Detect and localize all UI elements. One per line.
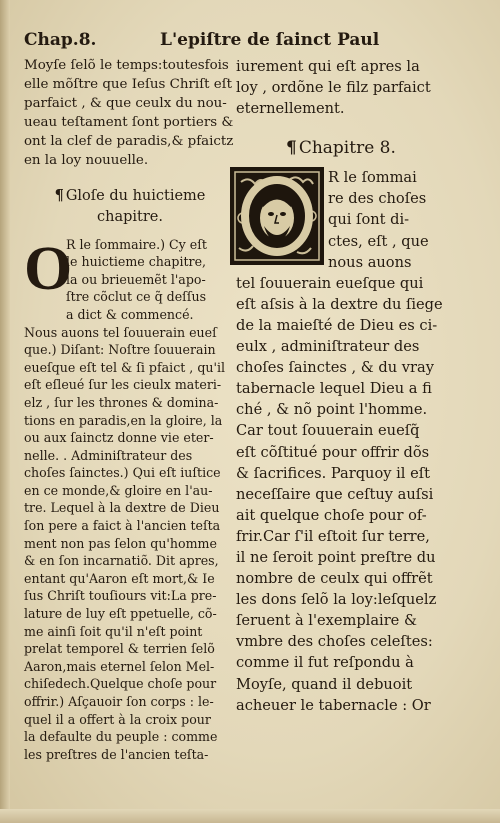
text-line: & ſacrifices. Parquoy il eſt [236,464,430,482]
text-line: eternellement. [236,100,345,118]
text-line: Nous auons tel ſouuerain eueſ [24,324,217,340]
text-line: ctes, eſt , que [328,232,429,250]
text-line: de la maieſté de Dieu es ci- [236,316,438,334]
text-line: Car tout ſouuerain eueſq̃ [236,422,420,440]
text-line: qui ſont di- [328,211,410,229]
text-line: choſes ſainctes.) Qui eſt iuſtice [24,465,221,481]
text-line: ueau teſtament ſont portiers & [24,115,234,131]
text-line: & en ſon incarnatiõ. Dit apres, [24,553,219,569]
woodcut-initial-icon [230,167,324,265]
glose-opening [24,236,236,324]
pilcrow-icon: ¶ [286,138,297,159]
glose-heading-line: chapitre. [97,208,163,225]
text-line: ont la clef de paradis,& pfaictz [24,134,234,150]
text-line: comme il fut reſpondu à [236,654,414,672]
text-line: entant qu'Aaron eſt mort,& Ie [24,570,215,586]
text-line: lature de luy eſt ppetuelle, cõ- [24,606,217,622]
text-line: les dons ſelõ la loy:leſquelz [236,591,437,609]
text-line: tre. Lequel à la dextre de Dieu [24,500,220,516]
text-line: tions en paradis,en la gloire, la [24,412,223,428]
text-line: les preſtres de l'ancien teſta- [24,746,209,762]
running-header [0,30,500,54]
pilcrow-icon: ¶ [54,186,64,204]
text-line: ſtre cõclut ce q̃ deſſus [66,289,207,305]
left-intro-paragraph [24,56,236,171]
text-line: vmbre des choſes celeſtes: [236,633,433,651]
chapter-heading [236,137,468,159]
text-line: ſeruent à l'exemplaire & [236,612,417,630]
chapter-marker: Chap.8. [24,30,97,50]
text-line: acheuer le tabernacle : Or [236,696,431,714]
text-line: loy , ordõne le filz parfaict [236,79,431,97]
right-column [236,56,468,716]
text-line: ou aux ſainctz donne vie eter- [24,430,214,446]
text-line: offrir.) Aſçauoir ſon corps : le- [24,694,214,709]
glose-body [24,324,236,764]
text-line: ait quelque choſe pour of- [236,506,427,524]
text-line: tabernacle lequel Dieu a fi [236,380,432,398]
text-line: parfaict , & que ceulx du nou- [24,96,227,112]
text-line: prelat temporel & terrien ſelõ [24,641,215,657]
text-line: eulx , adminiſtrateur des [236,338,420,356]
text-line: le huictieme chapitre, [66,254,207,270]
text-line: R le ſommaire.) Cy eſt [66,236,207,252]
text-line: eſt eſleué ſur les cieulx materi- [24,377,222,393]
text-line: il ne ſeroit point preſtre du [236,548,436,566]
glose-heading [24,185,236,228]
text-line: la defaulte du peuple : comme [24,729,218,745]
text-line: R le ſommai [328,169,417,187]
text-line: iurement qui eſt apres la [236,58,420,75]
text-line: quel il a offert à la croix pour [24,711,211,727]
text-line: re des choſes [328,190,427,208]
text-line: me ainſi ſoit qu'il n'eſt point [24,623,203,639]
glose-heading-line: Gloſe du huictieme [65,187,206,204]
text-line: frir.Car ſ'il eſtoit ſur terre, [236,527,430,545]
text-line: nous auons [328,253,412,271]
page-gutter-shadow [0,0,10,823]
running-title: L'epiſtre de ſainct Paul [160,30,380,50]
text-line: que.) Diſant: Noſtre ſouuerain [24,342,216,358]
text-line: tel ſouuerain eueſque qui [236,274,424,292]
right-intro-paragraph [236,56,468,119]
text-line: ment non pas ſelon qu'homme [24,535,217,551]
text-line: neceſſaire que ceſtuy auſsi [236,485,434,503]
left-column [24,56,236,763]
text-line: ſus Chriſt touſiours vit:La pre- [24,588,217,604]
text-line: Moyſe, quand il debuoit [236,675,413,693]
chapter-body [236,273,468,716]
text-line: ché , & nõ point l'homme. [236,401,428,419]
chapter-heading-text: Chapitre 8. [298,138,396,159]
text-line: choſes ſainctes , & du vray [236,359,434,377]
woodcut-initial-o-face-icon [231,168,323,264]
text-line: la ou brieuemẽt l'apo- [66,271,206,287]
text-line: en ce monde,& gloire en l'au- [24,482,213,498]
text-line: en la loy nouuelle. [24,153,149,169]
chapter-opening [236,167,468,272]
text-line: nelle. . Adminiſtrateur des [24,447,193,463]
text-line: eſt cõſtitué pour offrir dõs [236,443,430,461]
page-bottom-edge [0,809,500,823]
text-line: eueſque eſt tel & ſi pfaict , qu'il [24,359,226,375]
text-line: ſon pere a faict à l'ancien teſta [24,518,221,534]
text-line: a dict & commencé. [66,306,194,322]
text-line: Moyſe ſelõ le temps:toutesfois [24,58,229,73]
text-line: nombre de ceulx qui offrẽt [236,570,433,588]
text-line: elz , ſur les thrones & domina- [24,394,219,410]
text-line: elle mõſtre que Ieſus Chriſt eſt [24,77,233,93]
text-line: chiſedech.Quelque choſe pour [24,676,217,692]
text-line: eſt aſsis à la dextre du ſiege [236,295,443,313]
drop-cap-letter: O [24,234,73,303]
text-line: Aaron,mais eternel ſelon Mel- [24,658,215,674]
